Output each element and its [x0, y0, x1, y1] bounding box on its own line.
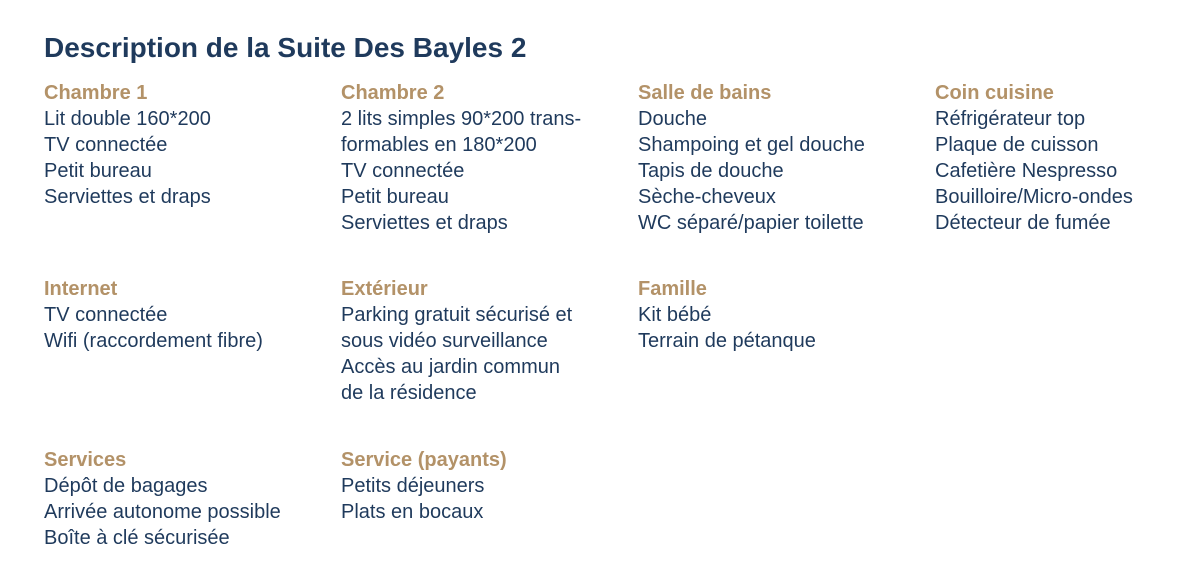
- list-item: Arrivée autonome possible: [44, 501, 281, 523]
- section-heading: Coin cuisine: [935, 82, 1054, 104]
- section-heading: Internet: [44, 278, 118, 300]
- section-service-payants: [341, 447, 631, 525]
- section-salle-de-bains: [638, 80, 928, 236]
- section-heading: Chambre 1: [44, 82, 148, 104]
- section-chambre-2: [341, 80, 631, 236]
- list-item: Détecteur de fumée: [935, 212, 1111, 234]
- list-item: Accès au jardin commun: [341, 356, 560, 378]
- list-item: Dépôt de bagages: [44, 475, 208, 497]
- list-item: Douche: [638, 108, 707, 130]
- list-item: 2 lits simples 90*200 trans-: [341, 108, 582, 130]
- list-item: Parking gratuit sécurisé et: [341, 304, 573, 326]
- section-heading: Salle de bains: [638, 82, 772, 104]
- page-title: Description de la Suite Des Bayles 2: [44, 32, 527, 63]
- list-item: Petit bureau: [44, 160, 152, 182]
- list-item: TV connectée: [44, 134, 168, 156]
- list-item: Wifi (raccordement fibre): [44, 330, 263, 352]
- section-heading: Services: [44, 449, 127, 471]
- list-item: Plaque de cuisson: [935, 134, 1099, 156]
- list-item: Petit bureau: [341, 186, 449, 208]
- list-item: WC séparé/papier toilette: [638, 212, 864, 234]
- list-item: TV connectée: [44, 304, 168, 326]
- list-item: Sèche-cheveux: [638, 186, 776, 208]
- list-item: Lit double 160*200: [44, 108, 211, 130]
- section-exterieur: [341, 276, 631, 406]
- section-heading: Service (payants): [341, 449, 507, 471]
- list-item: Réfrigérateur top: [935, 108, 1086, 130]
- section-heading: Chambre 2: [341, 82, 445, 104]
- list-item: Bouilloire/Micro-ondes: [935, 186, 1133, 208]
- section-internet: [44, 276, 334, 354]
- list-item: Shampoing et gel douche: [638, 134, 865, 156]
- list-item: Serviettes et draps: [44, 186, 211, 208]
- list-item: Terrain de pétanque: [638, 330, 816, 352]
- section-services: [44, 447, 334, 551]
- list-item: Serviettes et draps: [341, 212, 508, 234]
- list-item: Petits déjeuners: [341, 475, 485, 497]
- list-item: Cafetière Nespresso: [935, 160, 1118, 182]
- list-item: Boîte à clé sécurisée: [44, 527, 230, 549]
- list-item: de la résidence: [341, 382, 477, 404]
- list-item: Tapis de douche: [638, 160, 784, 182]
- section-heading: Famille: [638, 278, 707, 300]
- section-heading: Extérieur: [341, 278, 428, 300]
- list-item: Plats en bocaux: [341, 501, 484, 523]
- section-chambre-1: [44, 80, 334, 210]
- section-famille: [638, 276, 928, 354]
- list-item: Kit bébé: [638, 304, 712, 326]
- list-item: formables en 180*200: [341, 134, 537, 156]
- section-coin-cuisine: [935, 80, 1200, 236]
- list-item: TV connectée: [341, 160, 465, 182]
- list-item: sous vidéo surveillance: [341, 330, 548, 352]
